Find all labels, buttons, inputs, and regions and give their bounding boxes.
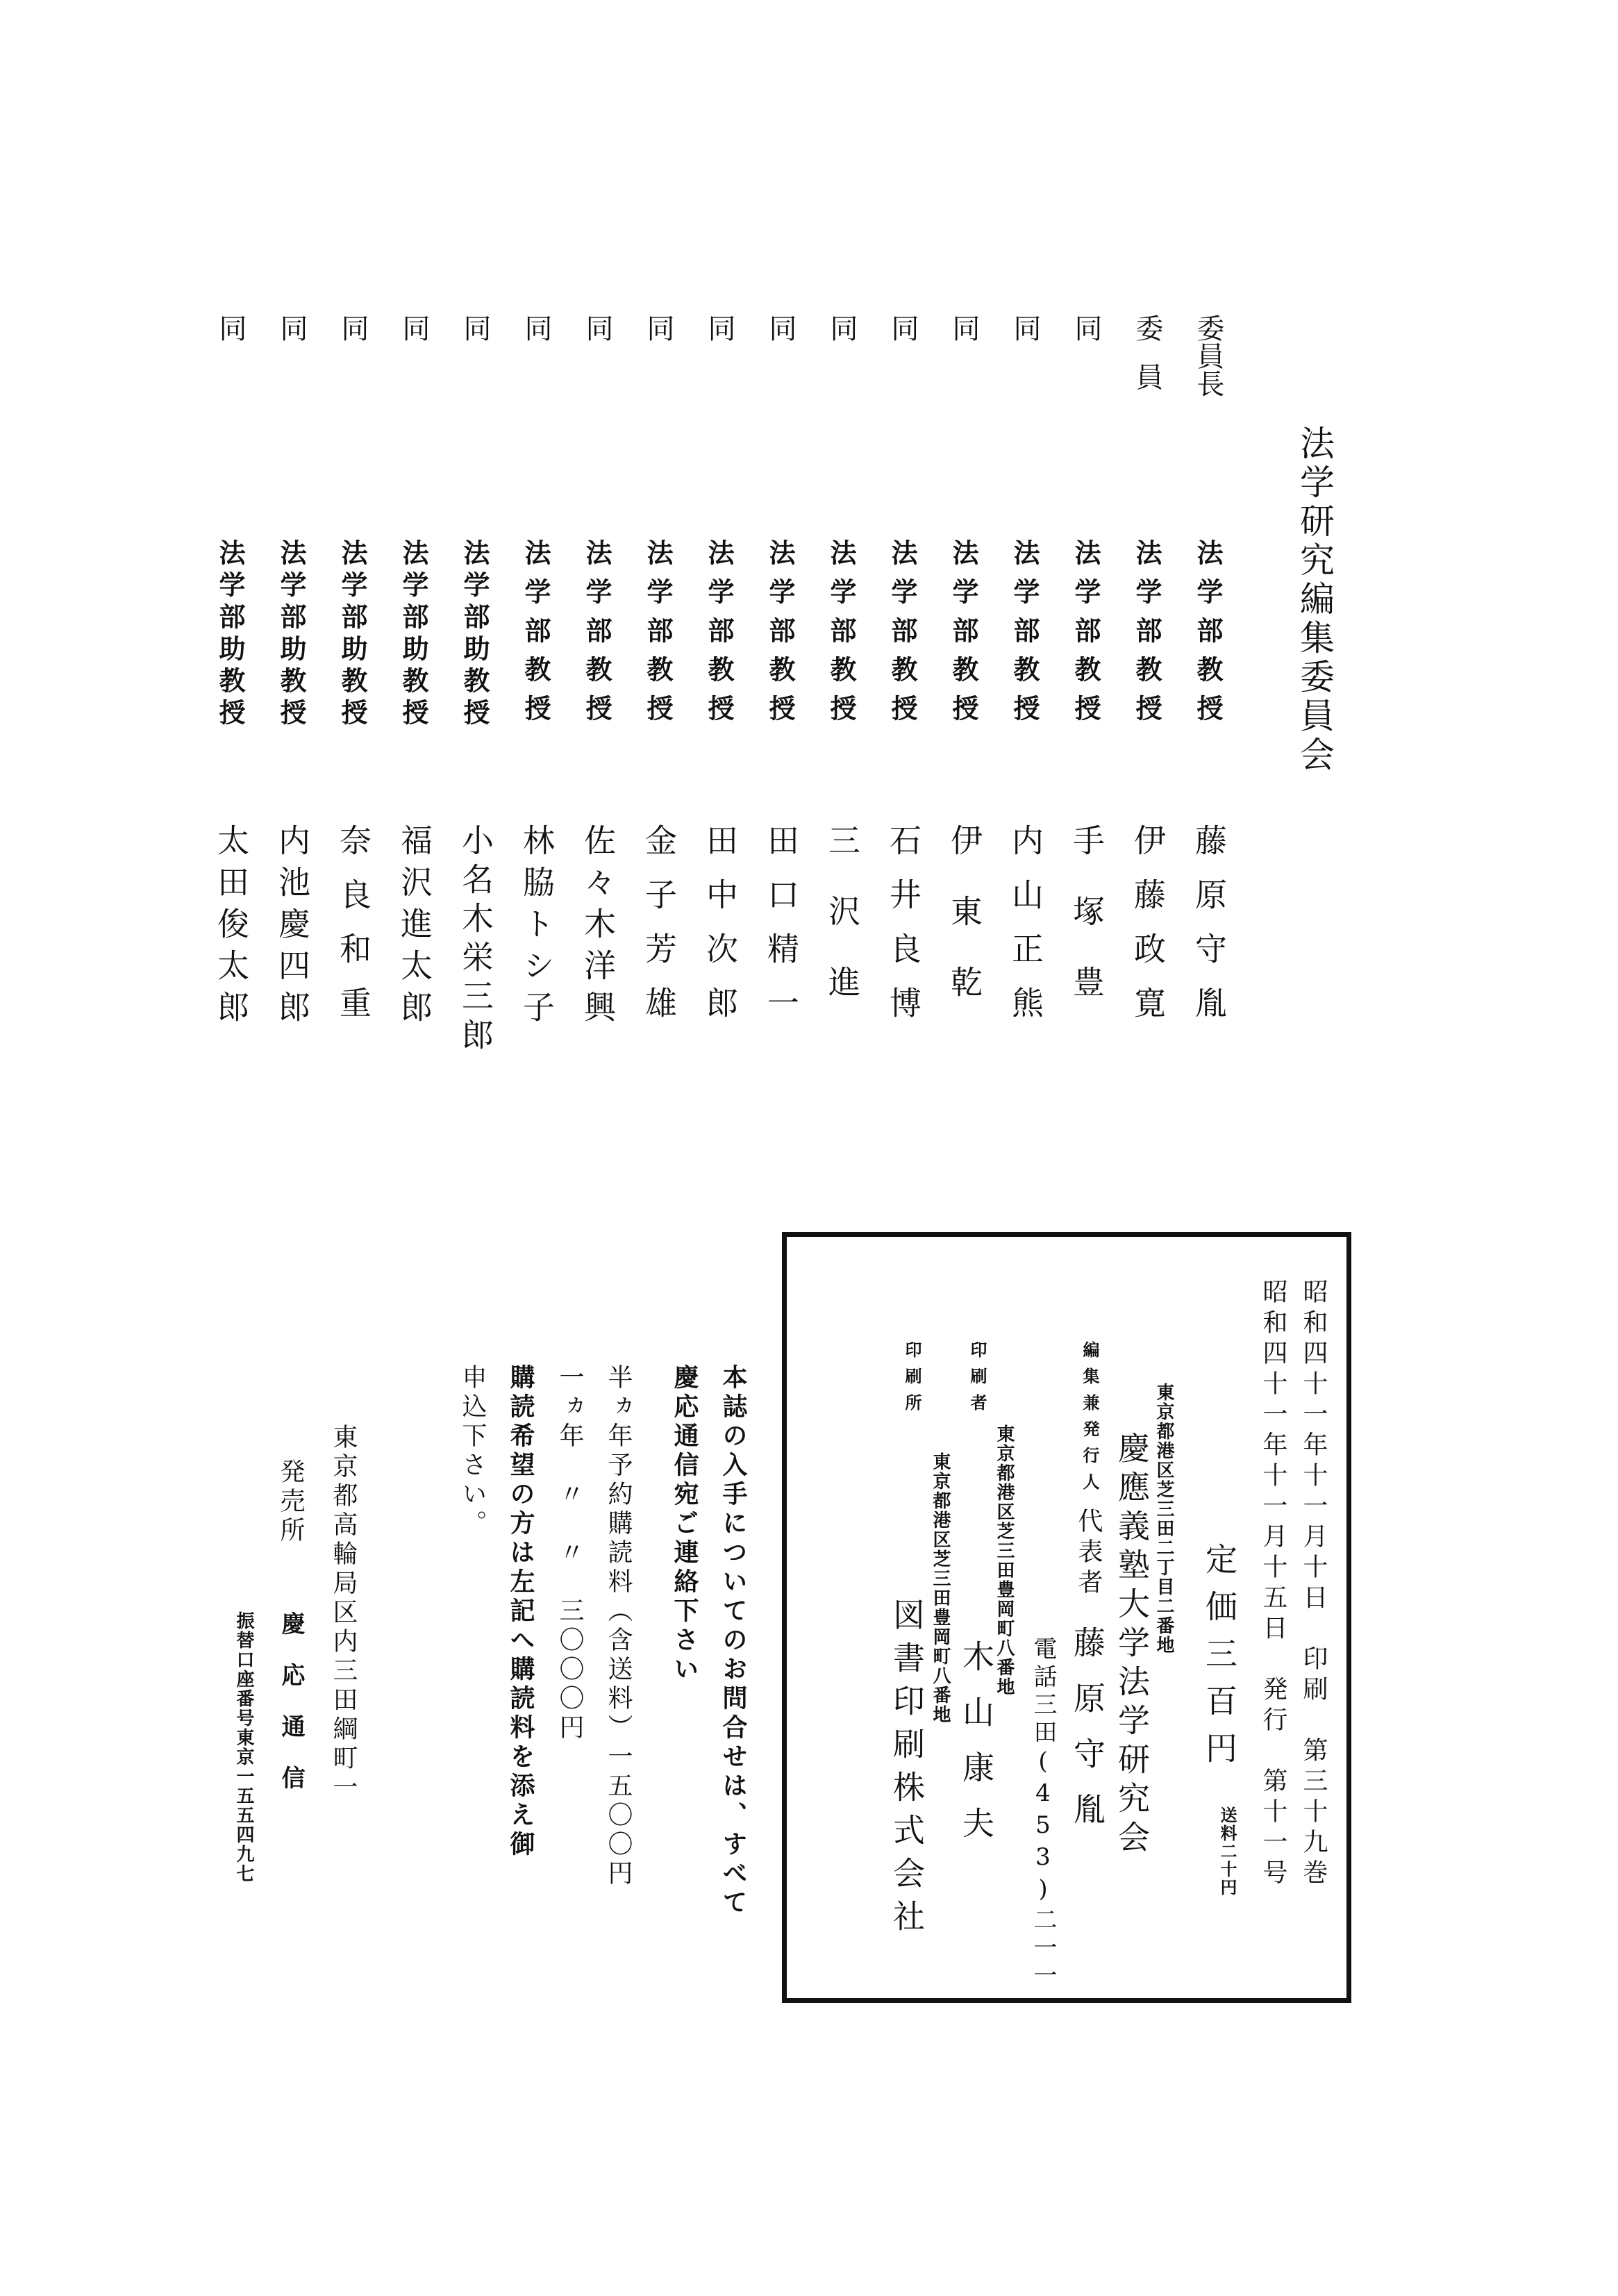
member-affiliation: 法学部教授: [1131, 539, 1162, 733]
price: 定価三百円: [1201, 1542, 1238, 1779]
notice-line-2: 慶応通信宛ご連絡下さい: [670, 1364, 699, 1685]
member-affiliation: 法学部教授: [520, 539, 551, 733]
member-role: 同: [948, 314, 980, 342]
member-affiliation: 法学部教授: [581, 539, 612, 733]
notice-line-6: 申込下さい。: [458, 1364, 487, 1539]
member-affiliation: 法学部教授: [1009, 539, 1040, 733]
member-role: 同: [398, 314, 430, 342]
member-name: 奈良和重: [335, 824, 372, 1040]
seller-address: 東京都高輪局区内三田綱町一: [329, 1424, 358, 1803]
member-name: 太田俊太郎: [212, 824, 250, 1032]
member-name: 三沢進: [824, 824, 861, 1036]
member-name: 伊東乾: [946, 824, 983, 1036]
member-name: 小名木栄三郎: [457, 824, 494, 1057]
notice-line-1: 本誌の入手についてのお問合せは、すべて: [719, 1364, 748, 1918]
colophon-box: [782, 1232, 1351, 2018]
notice-line-4: 一ヵ年 〃 〃 三〇〇〇円: [556, 1364, 584, 1743]
member-name: 手塚豊: [1068, 824, 1106, 1036]
member-name: 田口精一: [762, 824, 800, 1040]
member-affiliation: 法学部教授: [826, 539, 857, 733]
member-name: 福沢進太郎: [396, 824, 433, 1032]
member-role: 同: [337, 314, 369, 342]
member-affiliation: 法学部教授: [1192, 539, 1224, 733]
editor-title: 代表者: [1074, 1508, 1103, 1599]
member-role: 同: [520, 314, 552, 342]
member-role: 同: [887, 314, 919, 342]
press-address: 東京都港区芝三田豊岡町八番地: [930, 1452, 951, 1724]
member-name: 伊藤政寛: [1129, 824, 1167, 1040]
member-role: 委員: [1131, 314, 1163, 411]
member-role: 委員長: [1192, 314, 1224, 397]
notice-line-5: 購読希望の方は左記へ購読料を添え御: [506, 1364, 535, 1860]
member-name: 藤原守胤: [1190, 824, 1228, 1040]
publisher-name: 慶應義塾大学法学研究会: [1113, 1431, 1151, 1859]
member-role: 同: [276, 314, 308, 342]
member-name: 内池慶四郎: [274, 824, 311, 1032]
seller-account: 振替口座番号東京一五五四九七: [233, 1611, 254, 1883]
printer-address: 東京都港区芝三田豊岡町八番地: [994, 1424, 1015, 1697]
member-role: 同: [765, 314, 797, 342]
member-name: 林脇トシ子: [518, 824, 556, 1032]
issue-date: 昭和四十一年十一月十五日 発行 第十一号: [1259, 1279, 1287, 1890]
member-affiliation: 法学部教授: [948, 539, 979, 733]
printer-name: 木山康夫: [958, 1640, 995, 1862]
seller-label: 発売所: [276, 1458, 305, 1546]
member-role: 同: [215, 314, 247, 342]
member-affiliation: 法学部教授: [765, 539, 796, 733]
member-role: 同: [1009, 314, 1041, 342]
member-role: 同: [1070, 314, 1102, 342]
notice-line-3: 半ヵ年予約購読料（含送料）一五〇〇円: [604, 1364, 633, 1889]
member-role: 同: [826, 314, 858, 342]
press-name: 図書印刷株式会社: [888, 1598, 926, 1943]
member-affiliation: 法学部教授: [642, 539, 674, 733]
member-role: 同: [703, 314, 735, 342]
member-affiliation: 法学部教授: [1070, 539, 1101, 733]
phone: 電話三田(453)二一一一: [1029, 1636, 1057, 2018]
member-affiliation: 法学部助教授: [398, 539, 429, 731]
press-label: 印刷所: [902, 1341, 922, 1420]
member-affiliation: 法学部教授: [703, 539, 735, 733]
editor-label: 編集兼発行人: [1080, 1341, 1100, 1499]
print-date: 昭和四十一年十一月十日 印刷 第三十九巻: [1299, 1279, 1328, 1890]
printer-label: 印刷者: [967, 1341, 987, 1420]
member-affiliation: 法学部教授: [887, 539, 918, 733]
member-name: 石井良博: [885, 824, 922, 1040]
member-affiliation: 法学部助教授: [337, 539, 368, 731]
committee-heading: 法学研究編集委員会: [1294, 425, 1335, 775]
member-name: 田中次郎: [701, 824, 739, 1040]
member-role: 同: [459, 314, 491, 342]
member-name: 佐々木洋興: [579, 824, 617, 1032]
seller-name: 慶応通信: [277, 1611, 305, 1817]
member-name: 金子芳雄: [640, 824, 678, 1040]
member-affiliation: 法学部助教授: [215, 539, 246, 731]
member-role: 同: [642, 314, 674, 342]
member-affiliation: 法学部助教授: [276, 539, 307, 731]
postage: 送料二十円: [1217, 1806, 1237, 1897]
member-affiliation: 法学部助教授: [459, 539, 490, 731]
member-name: 内山正熊: [1007, 824, 1044, 1040]
publisher-address: 東京都港区芝三田二丁目二番地: [1153, 1383, 1174, 1655]
member-role: 同: [581, 314, 613, 342]
editor-name: 藤原守胤: [1069, 1626, 1106, 1848]
